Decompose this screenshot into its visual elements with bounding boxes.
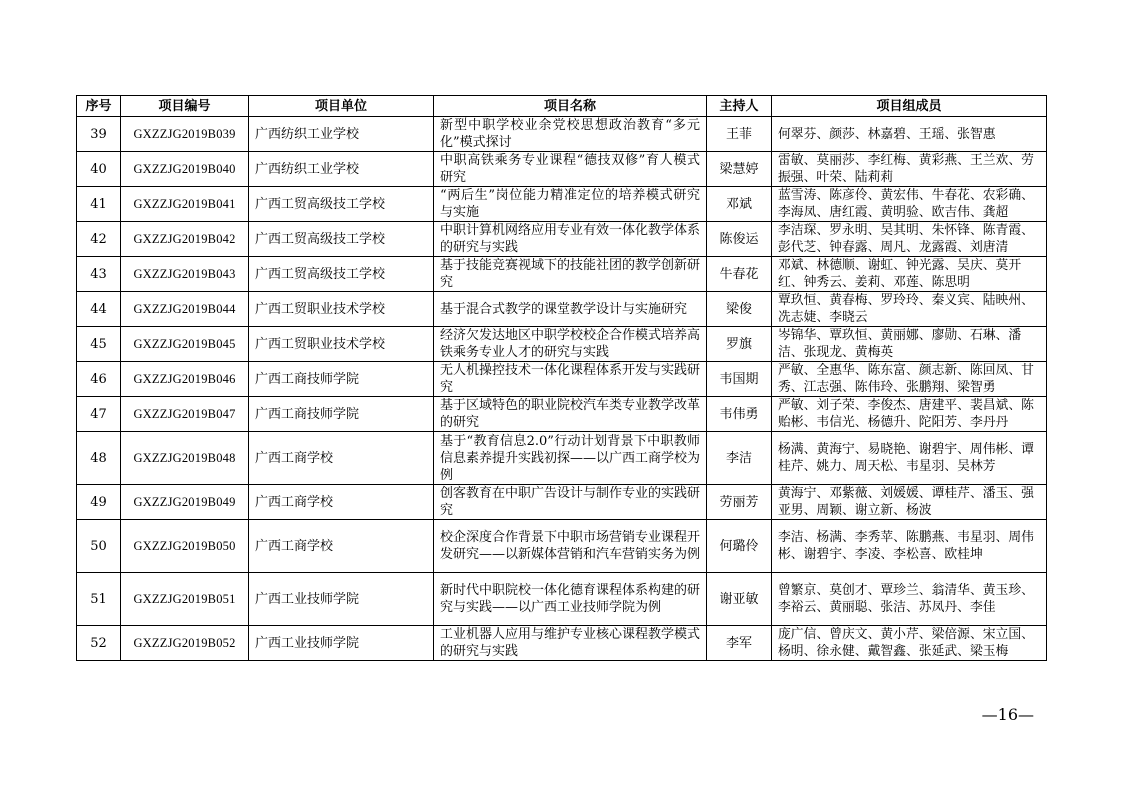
cell-serial: 43 <box>77 257 121 292</box>
cell-serial: 45 <box>77 327 121 362</box>
cell-serial: 51 <box>77 573 121 626</box>
cell-serial: 41 <box>77 187 121 222</box>
cell-lead: 王菲 <box>707 117 772 152</box>
cell-project-code: GXZZJG2019B042 <box>121 222 249 257</box>
cell-members: 何翠芬、颜莎、林嘉碧、王瑶、张智惠 <box>772 117 1047 152</box>
header-project-unit: 项目单位 <box>249 96 434 117</box>
table-row <box>77 257 1047 292</box>
cell-lead: 韦伟勇 <box>707 397 772 432</box>
cell-project-unit: 广西工商技师学院 <box>249 362 434 397</box>
cell-serial: 50 <box>77 520 121 573</box>
table-row <box>77 152 1047 187</box>
cell-project-name: 新型中职学校业余党校思想政治教育“多元化”模式探讨 <box>434 117 707 152</box>
cell-lead: 陈俊运 <box>707 222 772 257</box>
header-lead: 主持人 <box>707 96 772 117</box>
cell-project-name: 校企深度合作背景下中职市场营销专业课程开发研究——以新媒体营销和汽车营销实务为例 <box>434 520 707 573</box>
cell-project-unit: 广西工商学校 <box>249 520 434 573</box>
cell-project-name: 基于区域特色的职业院校汽车类专业教学改革的研究 <box>434 397 707 432</box>
cell-project-name: 基于技能竞赛视域下的技能社团的教学创新研究 <box>434 257 707 292</box>
cell-lead: 韦国期 <box>707 362 772 397</box>
cell-serial: 49 <box>77 485 121 520</box>
cell-lead: 牛春花 <box>707 257 772 292</box>
cell-lead: 罗旗 <box>707 327 772 362</box>
table-row <box>77 626 1047 661</box>
cell-lead: 梁慧婷 <box>707 152 772 187</box>
cell-project-unit: 广西工贸职业技术学校 <box>249 327 434 362</box>
cell-project-unit: 广西工业技师学院 <box>249 626 434 661</box>
cell-project-unit: 广西工商学校 <box>249 432 434 485</box>
cell-lead: 何璐伶 <box>707 520 772 573</box>
table-header-row <box>77 96 1047 117</box>
cell-project-name: 基于混合式教学的课堂教学设计与实施研究 <box>434 292 707 327</box>
cell-lead: 邓斌 <box>707 187 772 222</box>
cell-project-code: GXZZJG2019B045 <box>121 327 249 362</box>
cell-project-unit: 广西工贸职业技术学校 <box>249 292 434 327</box>
cell-serial: 46 <box>77 362 121 397</box>
table-row <box>77 292 1047 327</box>
cell-project-name: 创客教育在中职广告设计与制作专业的实践研究 <box>434 485 707 520</box>
cell-project-unit: 广西工贸高级技工学校 <box>249 187 434 222</box>
table-row <box>77 397 1047 432</box>
table-row <box>77 485 1047 520</box>
cell-members: 覃玖恒、黄春梅、罗玲玲、秦义宾、陆映州、冼志婕、李晓云 <box>772 292 1047 327</box>
cell-members: 黄海宁、邓紫薇、刘媛媛、谭桂芹、潘玉、强亚男、周颖、谢立新、杨波 <box>772 485 1047 520</box>
cell-serial: 44 <box>77 292 121 327</box>
cell-serial: 52 <box>77 626 121 661</box>
cell-project-code: GXZZJG2019B052 <box>121 626 249 661</box>
cell-project-unit: 广西工贸高级技工学校 <box>249 222 434 257</box>
cell-members: 严敏、全惠华、陈东富、颜志新、陈回凤、甘秀、江志强、陈伟玲、张鹏翔、梁智勇 <box>772 362 1047 397</box>
header-serial: 序号 <box>77 96 121 117</box>
cell-project-code: GXZZJG2019B039 <box>121 117 249 152</box>
cell-project-name: 中职计算机网络应用专业有效一体化教学体系的研究与实践 <box>434 222 707 257</box>
cell-lead: 谢亚敏 <box>707 573 772 626</box>
cell-project-unit: 广西纺织工业学校 <box>249 152 434 187</box>
cell-project-code: GXZZJG2019B047 <box>121 397 249 432</box>
cell-members: 蓝雪涛、陈彦伶、黄宏伟、牛春花、农彩确、李海凤、唐红霞、黄明验、欧吉伟、龚超 <box>772 187 1047 222</box>
cell-members: 曾繁京、莫创才、覃珍兰、翁清华、黄玉珍、李裕云、黄丽聪、张洁、苏凤丹、李佳 <box>772 573 1047 626</box>
cell-members: 杨满、黄海宁、易晓艳、谢碧宇、周伟彬、谭桂芹、姚力、周天松、韦星羽、吴林芳 <box>772 432 1047 485</box>
cell-members: 庞广信、曾庆文、黄小芹、梁倍源、宋立国、杨明、徐永健、戴智鑫、张延武、梁玉梅 <box>772 626 1047 661</box>
header-project-code: 项目编号 <box>121 96 249 117</box>
table-row <box>77 573 1047 626</box>
cell-project-code: GXZZJG2019B043 <box>121 257 249 292</box>
cell-members: 李洁、杨满、李秀苹、陈鹏燕、韦星羽、周伟彬、谢碧宇、李凌、李松喜、欧桂坤 <box>772 520 1047 573</box>
cell-project-unit: 广西工贸高级技工学校 <box>249 257 434 292</box>
cell-lead: 梁俊 <box>707 292 772 327</box>
cell-project-unit: 广西工业技师学院 <box>249 573 434 626</box>
cell-project-name: 无人机操控技术一体化课程体系开发与实践研究 <box>434 362 707 397</box>
cell-project-unit: 广西工商学校 <box>249 485 434 520</box>
header-project-name: 项目名称 <box>434 96 707 117</box>
cell-project-name: 基于“教育信息2.0”行动计划背景下中职教师信息素养提升实践初探——以广西工商学校为例 <box>434 432 707 485</box>
cell-project-code: GXZZJG2019B041 <box>121 187 249 222</box>
cell-project-unit: 广西纺织工业学校 <box>249 117 434 152</box>
header-members: 项目组成员 <box>772 96 1047 117</box>
page-number: —16— <box>981 705 1034 724</box>
cell-project-code: GXZZJG2019B051 <box>121 573 249 626</box>
cell-lead: 李军 <box>707 626 772 661</box>
cell-project-code: GXZZJG2019B050 <box>121 520 249 573</box>
cell-project-name: 工业机器人应用与维护专业核心课程教学模式的研究与实践 <box>434 626 707 661</box>
cell-serial: 48 <box>77 432 121 485</box>
cell-serial: 42 <box>77 222 121 257</box>
table-row <box>77 432 1047 485</box>
table-row <box>77 187 1047 222</box>
cell-project-name: 中职高铁乘务专业课程“德技双修”育人模式研究 <box>434 152 707 187</box>
table-row <box>77 520 1047 573</box>
cell-project-name: “两后生”岗位能力精准定位的培养模式研究与实施 <box>434 187 707 222</box>
cell-members: 严敏、刘子荣、李俊杰、唐建平、裴昌斌、陈贻彬、韦信光、杨德升、陀阳芳、李丹丹 <box>772 397 1047 432</box>
cell-lead: 李洁 <box>707 432 772 485</box>
project-table-container <box>76 95 1046 661</box>
cell-members: 雷敏、莫丽莎、李红梅、黄彩燕、王兰欢、劳振强、叶荣、陆莉莉 <box>772 152 1047 187</box>
cell-project-code: GXZZJG2019B048 <box>121 432 249 485</box>
cell-project-code: GXZZJG2019B046 <box>121 362 249 397</box>
cell-project-name: 新时代中职院校一体化德育课程体系构建的研究与实践——以广西工业技师学院为例 <box>434 573 707 626</box>
cell-members: 岑锦华、覃玖恒、黄丽娜、廖勋、石琳、潘洁、张现龙、黄梅英 <box>772 327 1047 362</box>
cell-serial: 47 <box>77 397 121 432</box>
cell-project-name: 经济欠发达地区中职学校校企合作模式培养高铁乘务专业人才的研究与实践 <box>434 327 707 362</box>
cell-members: 李洁琛、罗永明、吴其明、朱怀锋、陈青霞、彭代芝、钟春露、周凡、龙露霞、刘唐清 <box>772 222 1047 257</box>
cell-project-code: GXZZJG2019B049 <box>121 485 249 520</box>
table-row <box>77 362 1047 397</box>
cell-members: 邓斌、林德顺、谢虹、钟光露、吴庆、莫开红、钟秀云、姜莉、邓莲、陈思明 <box>772 257 1047 292</box>
cell-serial: 40 <box>77 152 121 187</box>
table-row <box>77 327 1047 362</box>
table-row <box>77 222 1047 257</box>
cell-project-code: GXZZJG2019B040 <box>121 152 249 187</box>
cell-lead: 劳丽芳 <box>707 485 772 520</box>
cell-project-unit: 广西工商技师学院 <box>249 397 434 432</box>
cell-serial: 39 <box>77 117 121 152</box>
project-table <box>76 95 1047 661</box>
table-row <box>77 117 1047 152</box>
cell-project-code: GXZZJG2019B044 <box>121 292 249 327</box>
